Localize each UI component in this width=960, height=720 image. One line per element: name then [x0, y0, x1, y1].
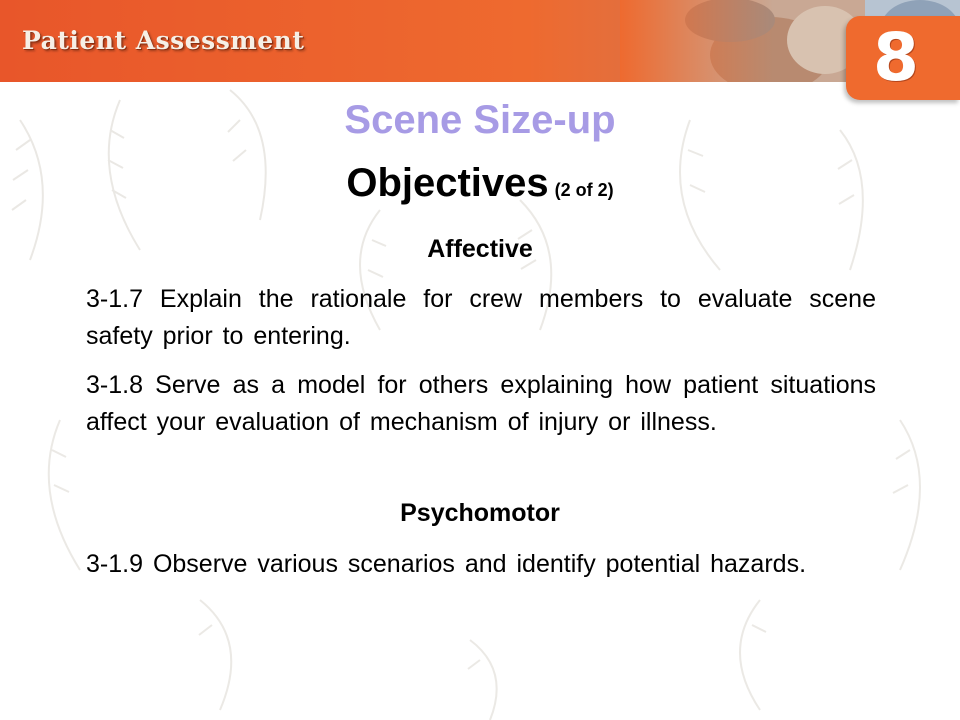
objective-item: [86, 281, 876, 355]
objective-text: Explain the rationale for crew members to evaluate scene safety prior to entering.: [86, 285, 876, 350]
subtitle-text: Objectives: [346, 161, 549, 205]
chapter-number: 8: [873, 19, 919, 96]
part-indicator: (2 of 2): [554, 180, 614, 200]
slide-subtitle: [0, 158, 960, 215]
slide-title: Scene Size-up: [344, 98, 616, 142]
objective-text: Serve as a model for others explaining how patient situations affect your evaluation of mechanism of injury or illness.: [86, 371, 876, 436]
objective-text: Observe various scenarios and identify potential hazards.: [152, 550, 807, 578]
banner-title: Patient Assessment: [22, 26, 305, 55]
objective-code: 3-1.9: [86, 550, 143, 578]
objective-code: 3-1.8: [86, 371, 143, 399]
objective-code: 3-1.7: [86, 285, 143, 313]
objective-item: [86, 546, 876, 583]
section-heading-psychomotor: Psychomotor: [400, 499, 560, 527]
objective-item: [86, 367, 876, 441]
section-heading-affective: Affective: [427, 235, 533, 263]
